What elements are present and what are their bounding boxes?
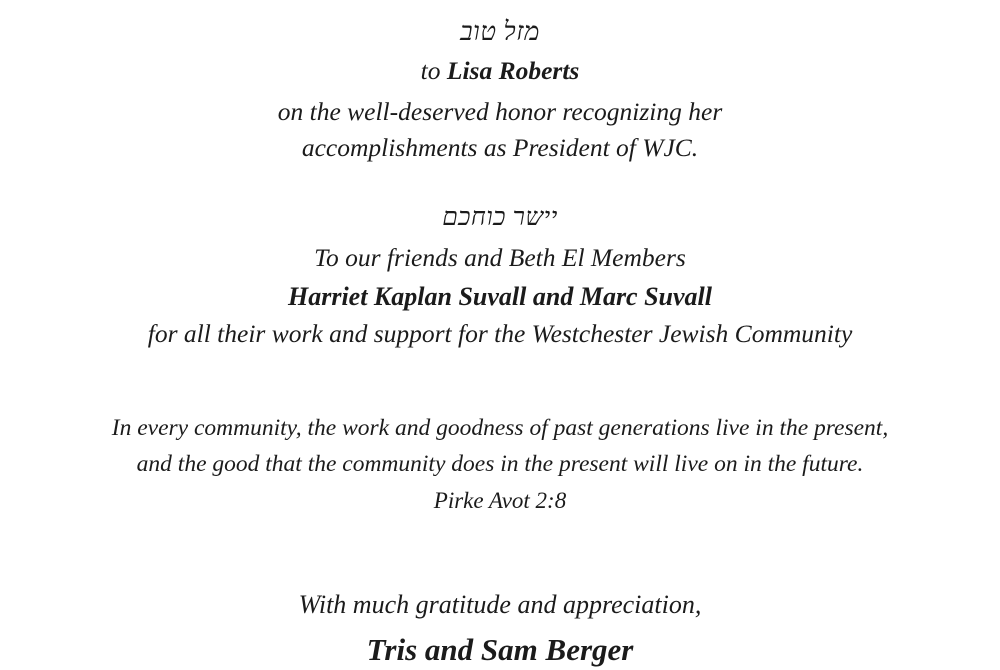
tribute-block-one <box>55 16 945 163</box>
hebrew-mazal-tov: מזל טוב <box>460 17 540 46</box>
quote-line-2: and the good that the community does in the present will live on in the future. <box>136 451 864 478</box>
hebrew-yishar-kochachem: יישר כוחכם <box>442 203 558 231</box>
section-spacer-one <box>55 163 945 203</box>
honoree-name: Lisa Roberts <box>446 56 580 86</box>
quotation-block <box>55 414 945 515</box>
tribute-block-two <box>55 203 945 349</box>
closing-block <box>55 590 945 668</box>
honorees-names: Harriet Kaplan Suvall and Marc Suvall <box>287 282 713 312</box>
friends-members-line: To our friends and Beth El Members <box>314 242 686 272</box>
section-spacer-two <box>55 349 945 414</box>
quote-citation: Pirke Avot 2:8 <box>433 488 567 514</box>
honor-description-line-1: on the well-deserved honor recognizing her <box>277 96 723 126</box>
honoree-line <box>55 57 945 86</box>
honor-description-line-2: accomplishments as President of WJC. <box>301 133 699 163</box>
support-line: for all their work and support for the Westchester Jewish Community <box>147 319 853 349</box>
closing-line: With much gratitude and appreciation, <box>298 590 702 619</box>
quote-line-1: In every community, the work and goodness of past generations live in the present, <box>111 415 889 442</box>
section-spacer-three <box>55 515 945 590</box>
honoree-prefix: to <box>420 56 447 86</box>
signature-line: Tris and Sam Berger <box>366 632 634 668</box>
